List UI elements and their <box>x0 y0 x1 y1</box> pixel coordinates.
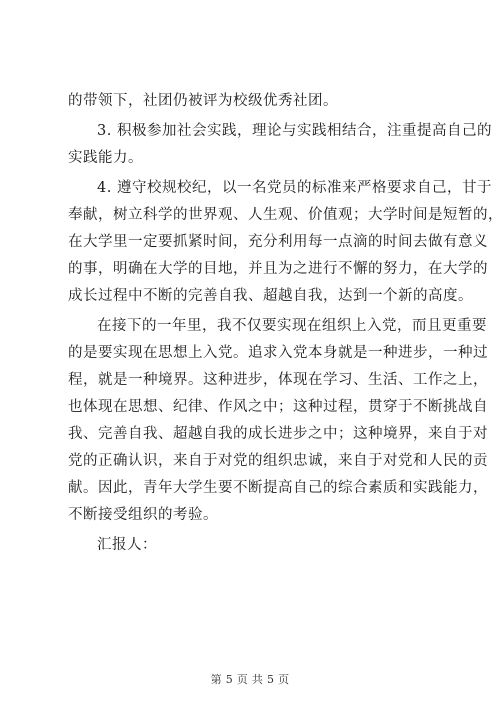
paragraph-continuation <box>68 88 448 115</box>
text-line: 在大学里一定要抓紧时间，充分利用每一点滴的时间去做有意义 <box>68 234 488 250</box>
text-line: 也体现在思想、纪律、作风之中；这种过程，贯穿于不断挑战自 <box>68 399 488 415</box>
page-footer: 第 5 页 共 5 页 <box>210 673 290 686</box>
text-line: 成长过程中不断的完善自我、超越自我，达到一个新的高度。 <box>68 288 473 304</box>
text-line: 的是要实现在思想上入党。追求入党本身就是一种进步，一种过 <box>68 345 488 361</box>
text-line: 不断接受组织的考验。 <box>68 507 218 523</box>
text-line: 在接下的一年里，我不仅要实现在组织上入党，而且更重要 <box>97 318 487 334</box>
text-line: 程，就是一种境界。这种进步，体现在学习、生活、工作之上， <box>68 372 488 388</box>
paragraph-item-4 <box>68 175 503 310</box>
text-line: 3. 积极参加社会实践，理论与实践相结合，注重提高自己的 <box>97 123 492 139</box>
reporter-label: 汇报人： <box>97 537 157 553</box>
paragraph-item-3 <box>68 118 492 172</box>
text-line: 奉献，树立科学的世界观、人生观、价值观；大学时间是短暂的， <box>68 207 503 223</box>
text-line: 的事，明确在大学的目地，并且为之进行不懈的努力，在大学的 <box>68 261 488 277</box>
text-line: 的带领下，社团仍被评为校级优秀社团。 <box>68 93 338 109</box>
text-line: 实践能力。 <box>68 150 143 166</box>
text-line: 党的正确认识，来自于对党的组织忠诚，来自于对党和人民的贡 <box>68 453 488 469</box>
signature-line <box>68 532 448 559</box>
text-line: 我、完善自我、超越自我的成长进步之中；这种境界，来自于对 <box>68 426 488 442</box>
text-line: 献。因此，青年大学生要不断提高自己的综合素质和实践能力， <box>68 480 488 496</box>
document-body <box>68 88 503 562</box>
paragraph-next-year <box>68 313 488 529</box>
text-line: 4. 遵守校规校纪，以一名党员的标准来严格要求自己，甘于 <box>97 180 492 196</box>
